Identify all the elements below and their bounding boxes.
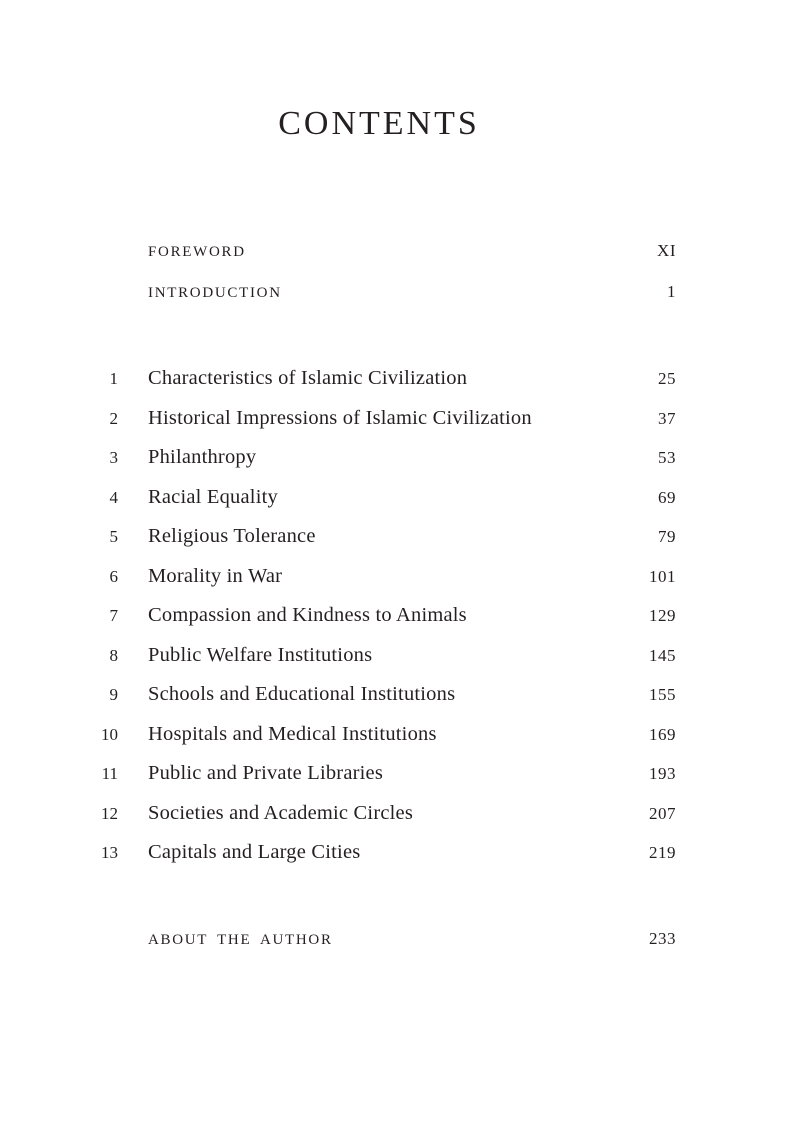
front-matter-section — [96, 231, 676, 313]
chapter-row — [96, 438, 676, 478]
chapter-page-number: 129 — [649, 606, 676, 625]
chapter-title: Hospitals and Medical Institutions — [148, 722, 437, 745]
chapter-number: 7 — [109, 606, 118, 625]
chapter-number: 13 — [101, 843, 118, 862]
chapter-title: Societies and Academic Circles — [148, 801, 414, 824]
chapter-number: 5 — [109, 527, 118, 546]
chapter-title: Religious Tolerance — [148, 525, 316, 547]
chapter-number: 9 — [109, 685, 118, 704]
chapter-number: 12 — [101, 803, 118, 823]
chapter-title: Schools and Educational Institutions — [148, 683, 456, 705]
chapter-row — [96, 596, 676, 636]
chapter-number: 10 — [101, 724, 118, 744]
chapter-title: Racial Equality — [148, 485, 278, 508]
chapter-number: 1 — [109, 369, 118, 388]
chapter-row — [96, 399, 676, 439]
chapter-row — [96, 675, 676, 715]
chapter-title: Philanthropy — [148, 446, 257, 468]
chapter-list — [96, 359, 676, 873]
entry-page-number: XI — [657, 241, 676, 260]
chapter-title: Compassion and Kindness to Animals — [148, 604, 467, 626]
chapter-row — [96, 754, 676, 794]
chapter-title: Public and Private Libraries — [148, 762, 384, 784]
chapter-number: 3 — [109, 448, 118, 467]
chapter-row — [96, 517, 676, 557]
chapter-title: Public Welfare Institutions — [148, 643, 373, 666]
chapter-title: Historical Impressions of Islamic Civilization — [148, 406, 532, 429]
chapter-number: 4 — [109, 487, 118, 507]
entry-label: FOREWORD — [148, 244, 246, 260]
entry-label: ABOUT THE AUTHOR — [148, 931, 333, 948]
chapter-page-number: 219 — [649, 843, 676, 862]
back-matter-section — [96, 919, 676, 960]
toc-entry-about-the-author — [148, 919, 676, 960]
chapter-number: 11 — [101, 764, 118, 783]
chapter-row — [96, 557, 676, 597]
chapter-row — [96, 794, 676, 834]
chapter-row — [96, 359, 676, 399]
page-title: CONTENTS — [278, 105, 480, 142]
toc-entry-foreword — [148, 231, 676, 272]
chapter-title: Characteristics of Islamic Civilization — [148, 367, 468, 389]
chapter-page-number: 145 — [649, 645, 676, 665]
chapter-page-number: 193 — [649, 764, 676, 783]
chapter-title: Morality in War — [148, 564, 283, 587]
chapter-page-number: 169 — [649, 724, 676, 744]
chapter-number: 8 — [109, 645, 118, 665]
chapter-page-number: 155 — [649, 685, 676, 704]
chapter-number: 6 — [109, 566, 118, 586]
chapter-page-number: 79 — [658, 527, 676, 546]
chapter-page-number: 207 — [649, 803, 676, 823]
chapter-number: 2 — [109, 408, 118, 428]
chapter-row — [96, 715, 676, 755]
chapter-row — [96, 478, 676, 518]
chapter-row — [96, 636, 676, 676]
toc-entry-introduction — [148, 272, 676, 313]
chapter-page-number: 53 — [658, 448, 676, 467]
chapter-page-number: 69 — [658, 487, 676, 507]
chapter-page-number: 37 — [658, 408, 676, 428]
entry-page-number: 233 — [649, 928, 676, 948]
chapter-page-number: 25 — [658, 369, 676, 388]
chapter-title: Capitals and Large Cities — [148, 841, 361, 863]
entry-page-number: 1 — [667, 282, 676, 301]
entry-label: INTRODUCTION — [148, 285, 282, 301]
chapter-page-number: 101 — [649, 566, 676, 586]
chapter-row — [96, 833, 676, 873]
